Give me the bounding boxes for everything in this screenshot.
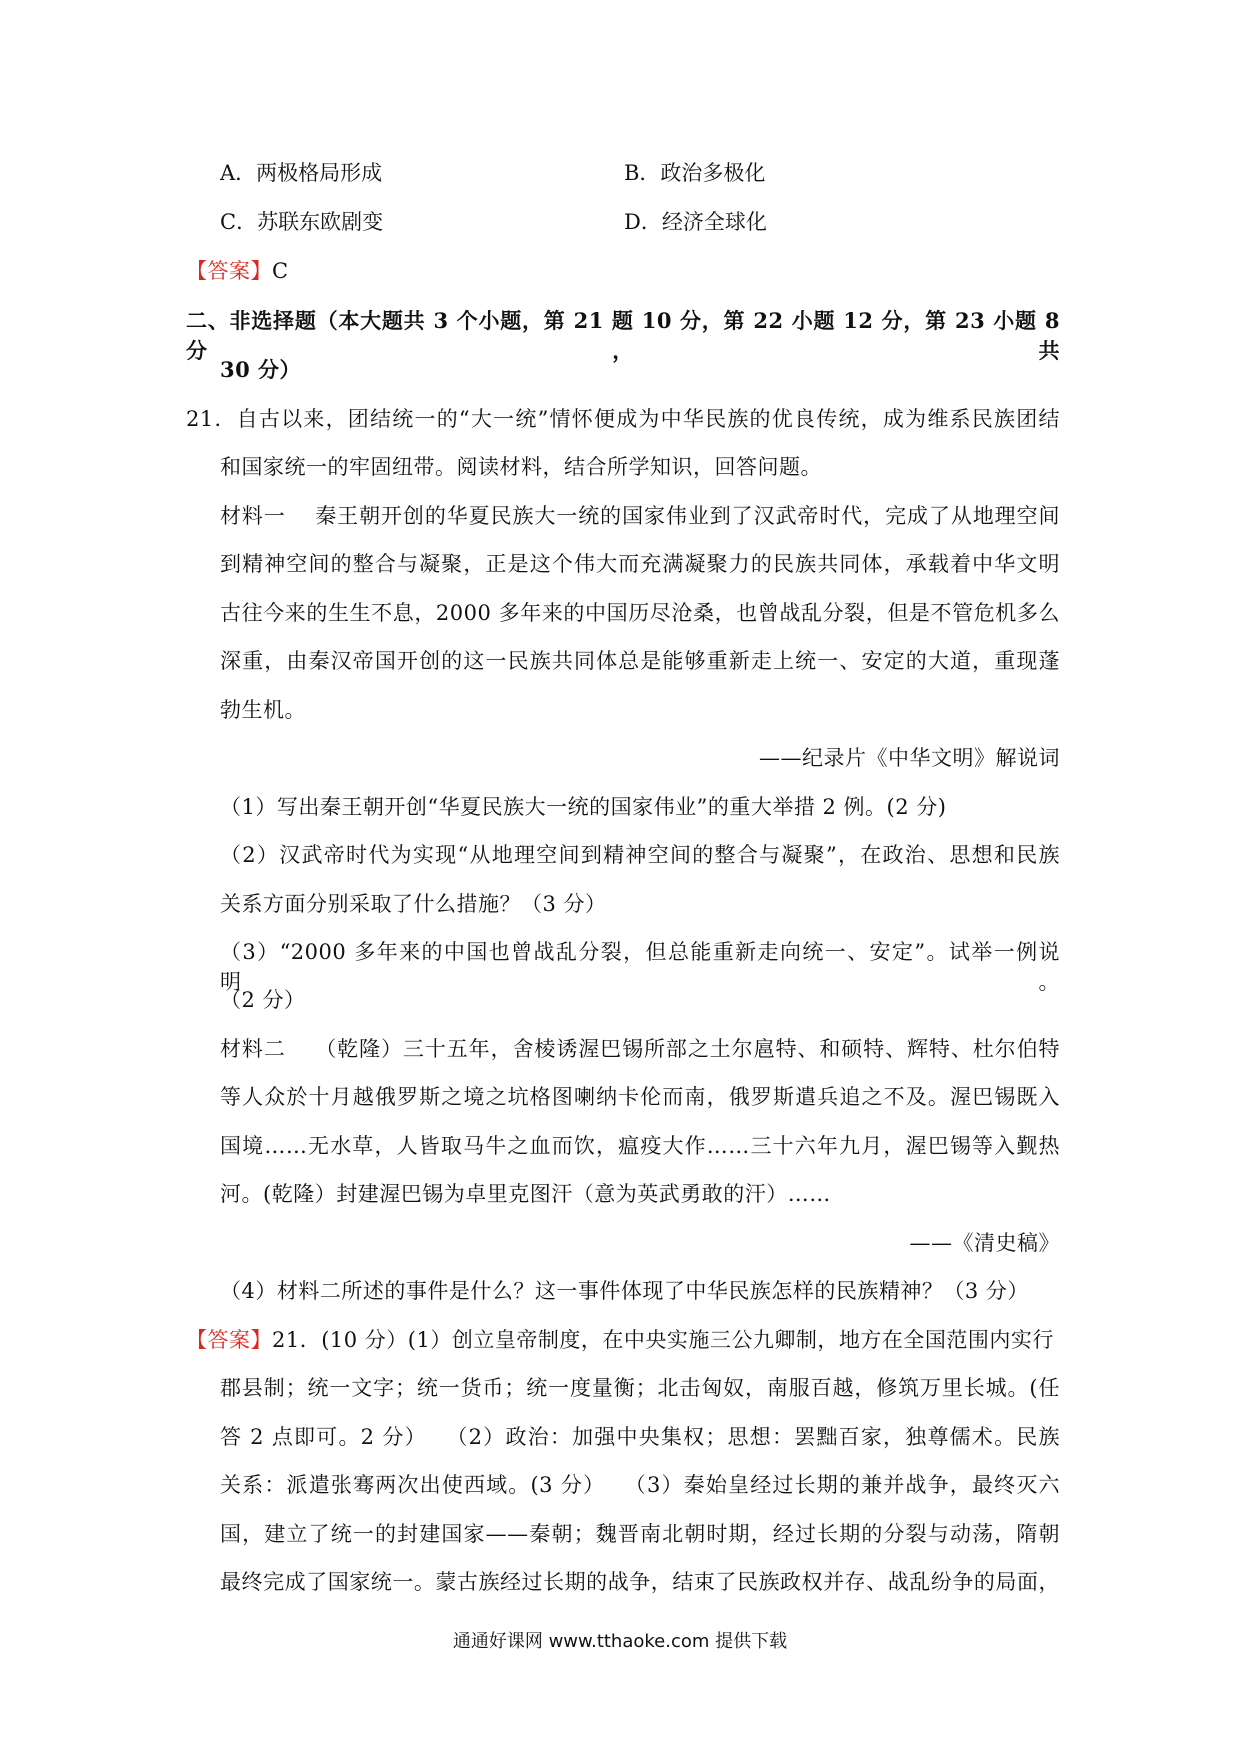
answer21-line-4: 关系：派遣张骞两次出使西域。(3 分） （3）秦始皇经过长期的兼并战争，最终灭六: [220, 1473, 1060, 1497]
answer-tag: 【答案】: [186, 259, 272, 283]
option-d: D．经济全球化: [624, 210, 767, 234]
section-heading: 二、非选择题（本大题共 3 个小题，第 21 题 10 分，第 22 小题 12 分，第 23 小题 8 分，共: [186, 308, 1060, 363]
answer21-line-5: 国，建立了统一的封建国家——秦朝；魏晋南北朝时期，经过长期的分裂与动荡，隋朝: [220, 1522, 1060, 1546]
section-heading-cont: 30 分）: [220, 357, 302, 382]
page-footer: 通通好课网 www.tthaoke.com 提供下载: [452, 1631, 788, 1652]
answer-value: C: [272, 259, 289, 283]
material2-line-1: 材料二 （乾隆）三十五年，舍棱诱渥巴锡所部之土尔扈特、和硕特、辉特、杜尔伯特: [220, 1037, 1060, 1061]
q21-intro-1: 21．自古以来，团结统一的“大一统”情怀便成为中华民族的优良传统，成为维系民族团结: [186, 407, 1060, 431]
material1-line-2: 到精神空间的整合与凝聚，正是这个伟大而充满凝聚力的民族共同体，承载着中华文明: [220, 552, 1060, 576]
answer-line: [186, 256, 1026, 286]
answer21-line-6: 最终完成了国家统一。蒙古族经过长期的战争，结束了民族政权并存、战乱纷争的局面，: [220, 1570, 1060, 1594]
subquestion-1: （1）写出秦王朝开创“华夏民族大一统的国家伟业”的重大举措 2 例。(2 分): [220, 795, 947, 819]
material1-line-3: 古往今来的生生不息，2000 多年来的中国历尽沧桑，也曾战乱分裂，但是不管危机多么: [220, 601, 1060, 625]
subquestion-2-line-2: 关系方面分别采取了什么措施？（3 分）: [220, 892, 607, 916]
material2-line-4: 河。(乾隆）封建渥巴锡为卓里克图汗（意为英武勇敢的汗）……: [220, 1182, 831, 1206]
material2-line-2: 等人众於十月越俄罗斯之境之坑格图喇纳卡伦而南，俄罗斯遣兵追之不及。渥巴锡既入: [220, 1085, 1060, 1109]
option-c: C．苏联东欧剧变: [220, 210, 384, 234]
option-b: B．政治多极化: [624, 161, 766, 185]
material2-source: ——《清史稿》: [909, 1231, 1060, 1255]
answer21-first: 21．(10 分）(1）创立皇帝制度，在中央实施三公九卿制，地方在全国范围内实行: [272, 1328, 1054, 1352]
option-a: A．两极格局形成: [220, 161, 383, 185]
subquestion-4: （4）材料二所述的事件是什么？这一事件体现了中华民族怎样的民族精神？（3 分）: [220, 1279, 1029, 1303]
material2-line-3: 国境……无水草，人皆取马牛之血而饮，瘟疫大作……三十六年九月，渥巴锡等入觐热: [220, 1134, 1060, 1158]
answer21-tag: 【答案】: [186, 1328, 272, 1352]
subquestion-3-line-1: （3）“2000 多年来的中国也曾战乱分裂，但总能重新走向统一、安定”。试举一例说明。: [220, 940, 1060, 994]
material1-source: ——纪录片《中华文明》解说词: [759, 746, 1060, 770]
material1-line-1: 材料一 秦王朝开创的华夏民族大一统的国家伟业到了汉武帝时代，完成了从地理空间: [220, 504, 1060, 528]
answer21-line-3: 答 2 点即可。2 分） （2）政治：加强中央集权；思想：罢黜百家，独尊儒术。民族: [220, 1425, 1060, 1449]
q21-intro-2: 和国家统一的牢固纽带。阅读材料，结合所学知识，回答问题。: [220, 455, 822, 479]
answer21-line-1: [186, 1325, 1060, 1355]
subquestion-3-line-2: （2 分）: [220, 988, 306, 1012]
material1-line-4: 深重，由秦汉帝国开创的这一民族共同体总是能够重新走上统一、安定的大道，重现蓬: [220, 649, 1060, 673]
material1-line-5: 勃生机。: [220, 698, 306, 722]
subquestion-2-line-1: （2）汉武帝时代为实现“从地理空间到精神空间的整合与凝聚”，在政治、思想和民族: [220, 843, 1060, 867]
answer21-line-2: 郡县制；统一文字；统一货币；统一度量衡；北击匈奴，南服百越，修筑万里长城。(任: [220, 1376, 1060, 1400]
